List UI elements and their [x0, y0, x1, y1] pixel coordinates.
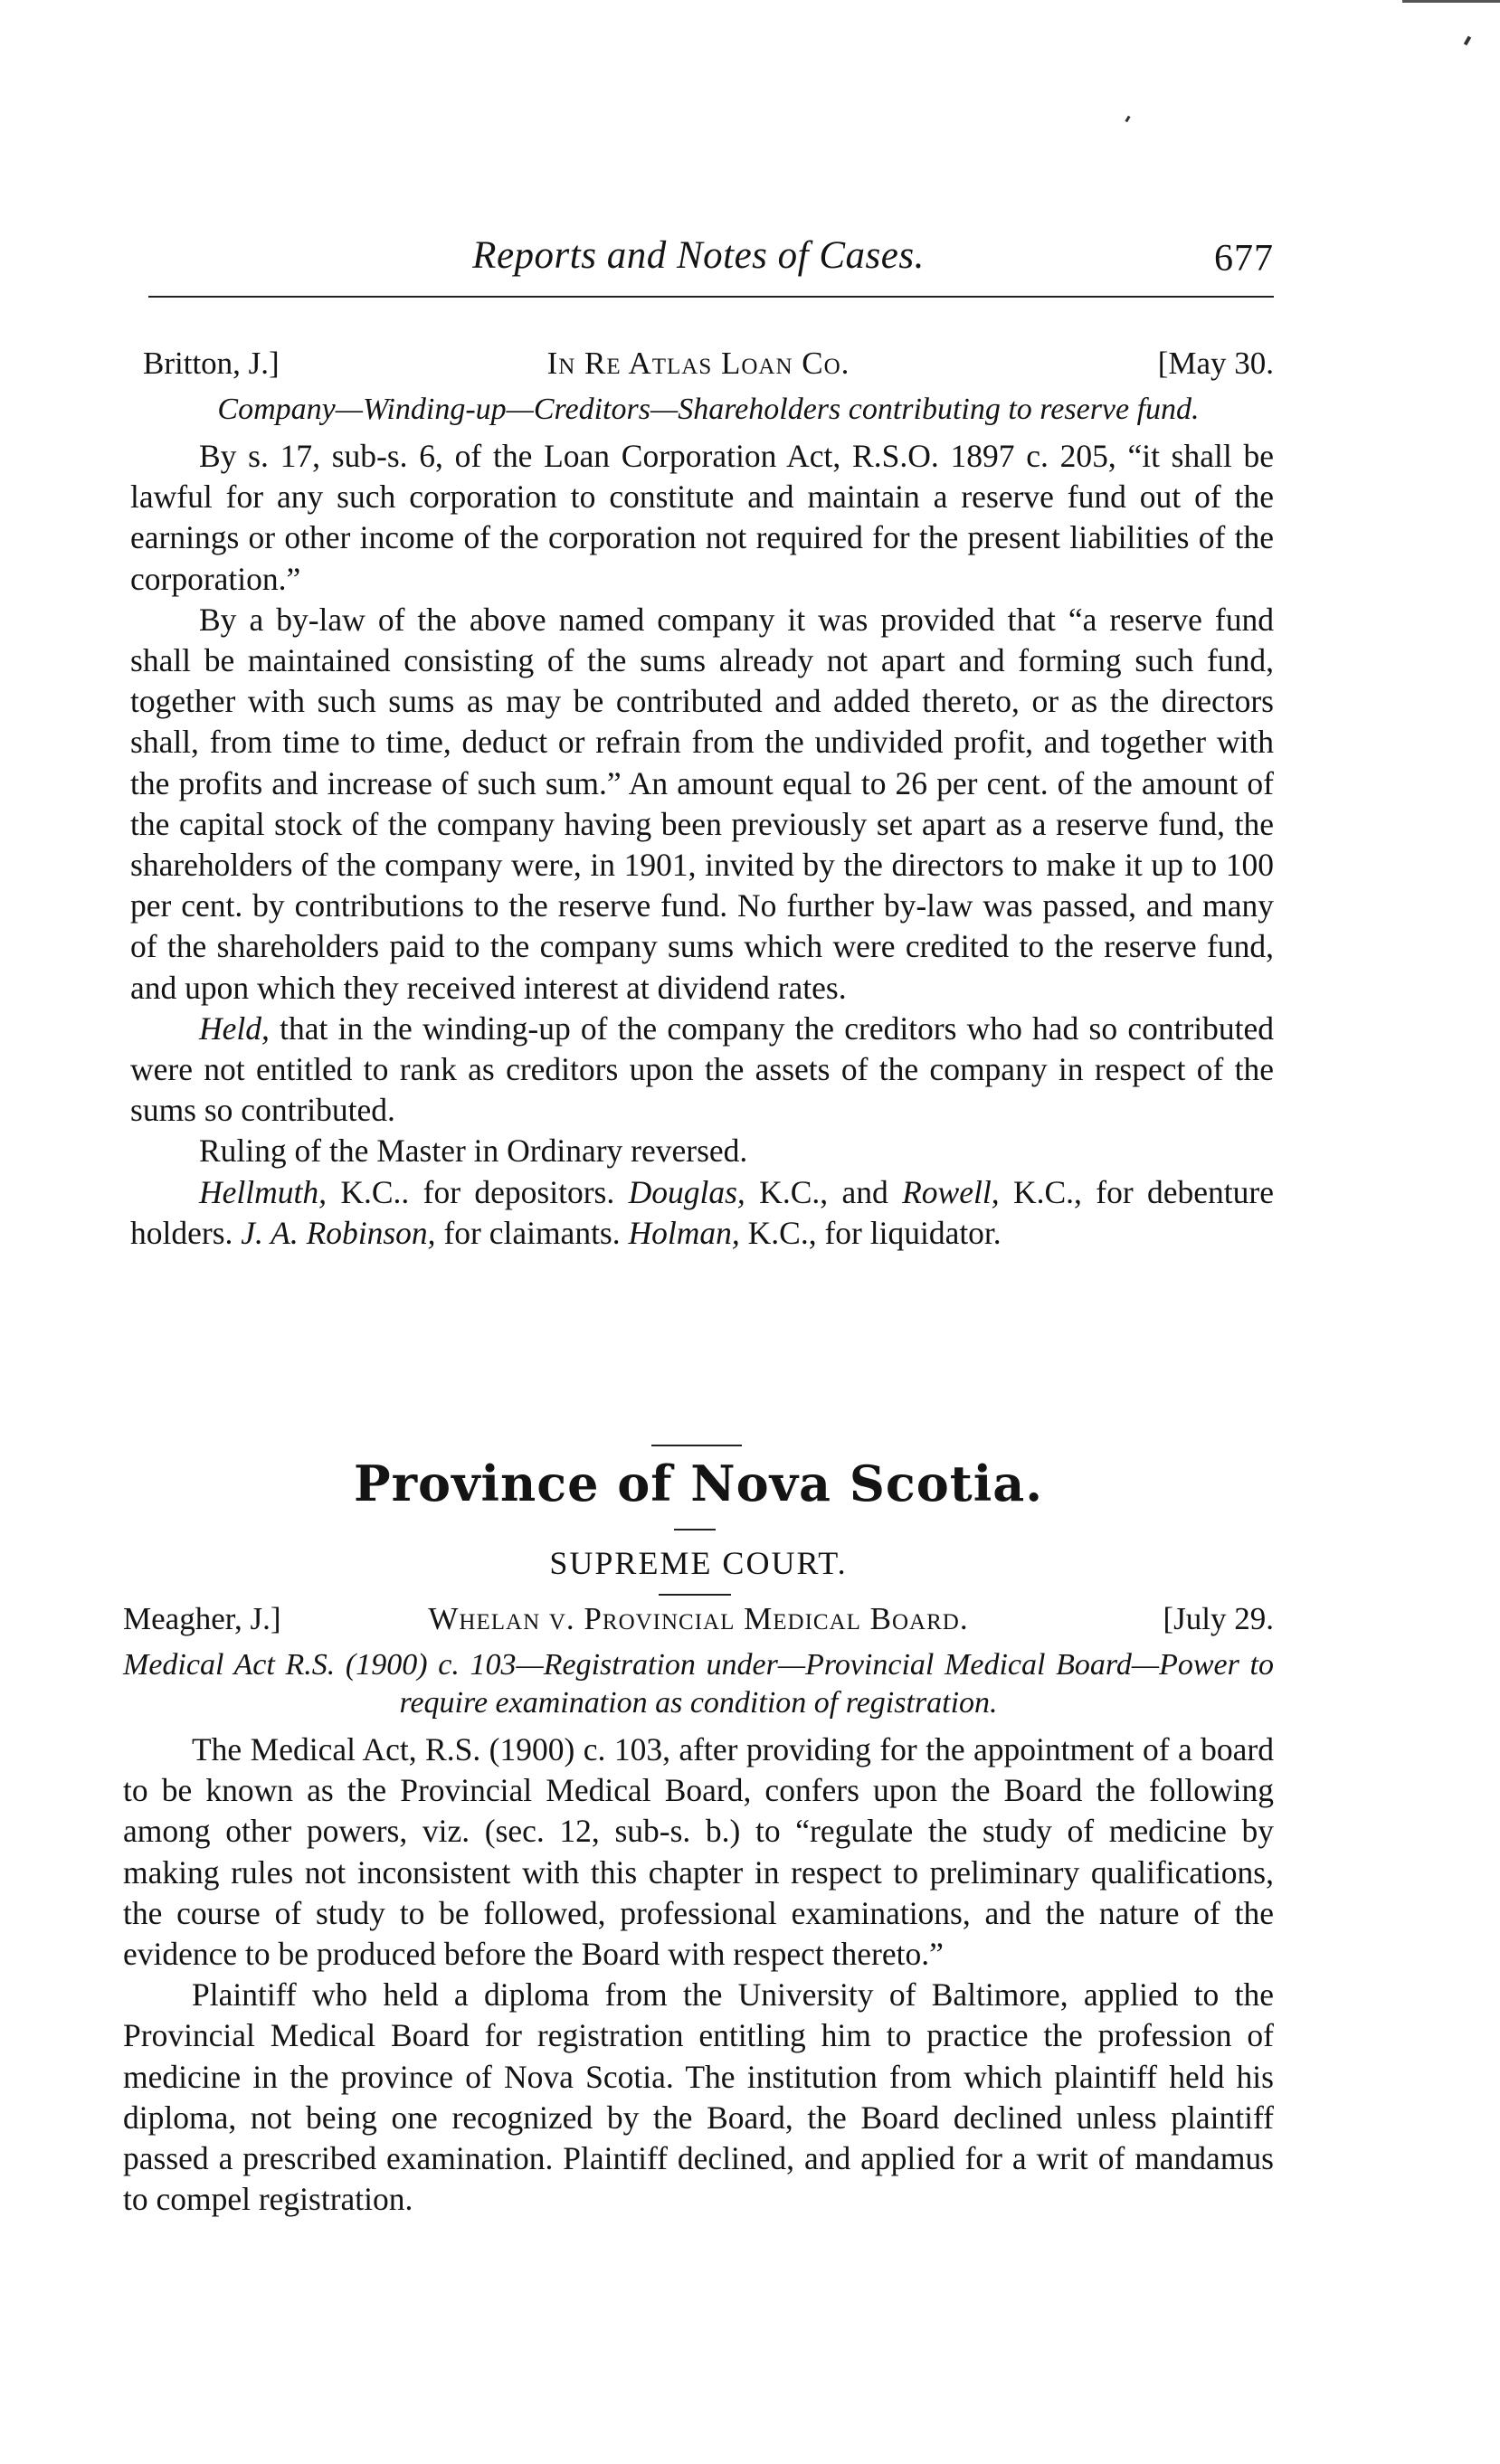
counsel-role: K.C., and	[745, 1173, 903, 1210]
judge-name: Meagher, J.]	[123, 1601, 281, 1636]
paragraph: By s. 17, sub-s. 6, of the Loan Corporation Act, R.S.O. 1897 c. 205, “it shall be lawful for any such corporation to constitute and maintain a reserve fund out of the earnings or other income of the corporation not required for the present liabilities of the corporation.”	[130, 438, 1274, 597]
counsel-role: for claimants.	[435, 1214, 629, 1251]
counsel-role: K.C., for debenture holders.	[130, 1173, 1274, 1251]
counsel-role: K.C.. for depositors.	[327, 1173, 629, 1210]
ruling: Ruling of the Master in Ordinary reversed.	[199, 1132, 748, 1170]
case-title: In Re Atlas Loan Co.	[546, 346, 850, 381]
running-title: Reports and Notes of Cases.	[472, 234, 925, 277]
paragraph: Plaintiff who held a diploma from the University of Baltimore, applied to the Provincial Medical Board for registration entitling him to practice the profession of medicine in the province of Nova Scotia. The institution from which plaintiff held his diploma, not being one recognized by the Board, the Board declined unless plaintiff passed a prescribed examination. Plaintiff declined, and applied for a writ of mandamus to compel registration.	[123, 1976, 1274, 2218]
page-number: 677	[1214, 238, 1274, 280]
headnote: Medical Act R.S. (1900) c. 103—Registration under—Provincial Medical Board—Power to require examination as condition of registration.	[123, 1648, 1274, 1720]
scan-speck	[1125, 116, 1130, 123]
section-rule-bottom	[659, 1594, 731, 1596]
case-header	[123, 346, 1274, 391]
counsel-list	[123, 1172, 1274, 1254]
counsel-role: K.C., for liquidator.	[739, 1214, 1002, 1251]
headnote: Company—Winding-up—Creditors—Shareholders contributing to reserve fund.	[217, 393, 1200, 426]
running-head	[123, 233, 1274, 288]
section-rule-top	[651, 1445, 742, 1446]
scan-speck	[1402, 0, 1500, 3]
case-date: [July 29.	[1163, 1601, 1274, 1636]
held-text: that in the winding-up of the company the creditors who had so contributed were not entitled to rank as creditors upon the assets of the company in respect of the sums so contributed.	[130, 1009, 1274, 1129]
counsel-name: Rowell,	[902, 1173, 1000, 1210]
counsel-name: Hellmuth,	[199, 1173, 327, 1210]
case-date: [May 30.	[1157, 346, 1274, 381]
case-atlas-loan	[123, 346, 1274, 1254]
counsel-name: J. A. Robinson,	[241, 1214, 436, 1251]
counsel-name: Douglas,	[628, 1173, 745, 1210]
counsel-name: Holman,	[628, 1214, 740, 1251]
scan-speck	[1464, 36, 1471, 46]
province-heading: Province of Nova Scotia.	[354, 1455, 1043, 1512]
held-label: Held,	[199, 1009, 270, 1047]
court-heading: SUPREME COURT.	[549, 1545, 848, 1581]
case-title: Whelan v. Provincial Medical Board.	[428, 1601, 969, 1636]
case-whelan	[123, 1601, 1274, 2220]
held-paragraph	[123, 1009, 1274, 1132]
header-rule	[148, 296, 1274, 298]
section-rule-middle	[674, 1529, 716, 1531]
paragraph: By a by-law of the above named company it was provided that “a reserve fund shall be maintained consisting of the sums already not apart and forming such fund, together with such sums as may be contributed and added thereto, or as the directors shall, from time to time, deduct or refrain from the undivided profit, and together with the profits and increase of such sum.” An amount equal to 26 per cent. of the amount of the capital stock of the company having been previously set apart as a reserve fund, the shareholders of the company were, in 1901, invited by the directors to make it up to 100 per cent. by contributions to the reserve fund. No further by-law was passed, and many of the shareholders paid to the company sums which were credited to the reserve fund, and upon which they received interest at dividend rates.	[130, 601, 1274, 1006]
judge-name: Britton, J.]	[143, 346, 280, 381]
paragraph: The Medical Act, R.S. (1900) c. 103, after providing for the appointment of a board to be known as the Provincial Medical Board, confers upon the Board the following among other powers, viz. (sec. 12, sub-s. b.) to “regulate the study of medicine by making rules not inconsistent with this chapter in respect to preliminary qualifications, the course of study to be followed, professional examinations, and the nature of the evidence to be produced before the Board with respect thereto.”	[123, 1731, 1274, 1973]
case-header	[123, 1601, 1274, 1646]
